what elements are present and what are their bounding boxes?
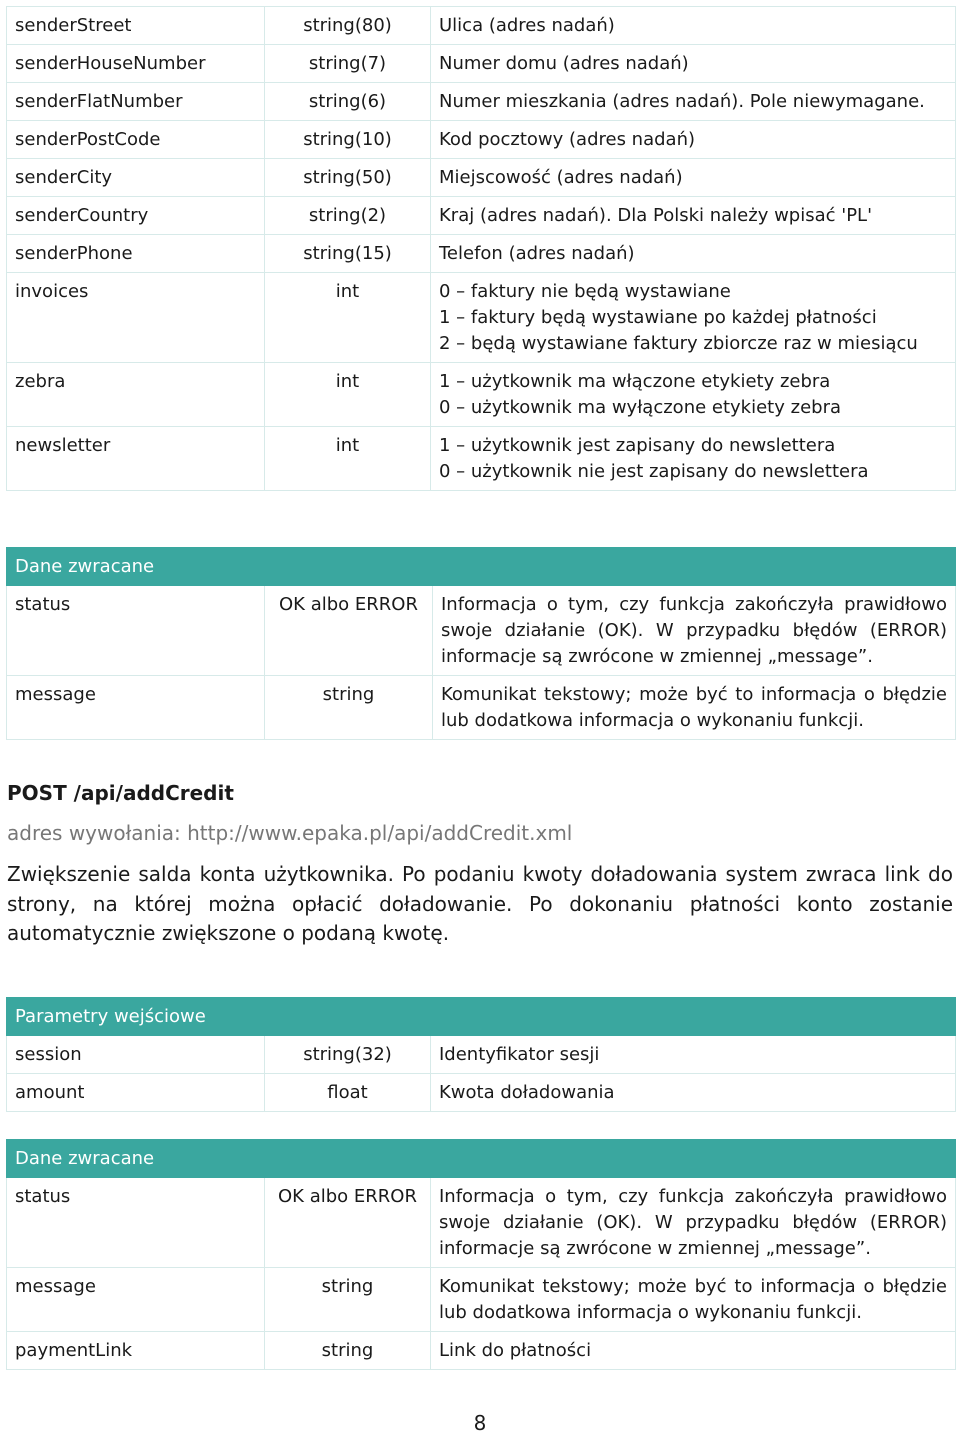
table-row (7, 83, 956, 121)
param-description: Identyfikator sesji (431, 1036, 956, 1074)
table-row (7, 586, 956, 676)
param-type: string(6) (265, 83, 431, 121)
section-description: Zwiększenie salda konta użytkownika. Po podaniu kwoty doładowania system zwraca link do strony, na której można opłacić doładowanie. Po dokonaniu płatności konto zostanie automatycznie zwiększone o podaną kwotę. (7, 862, 953, 945)
param-description (431, 7, 956, 45)
param-name: senderHouseNumber (7, 45, 265, 83)
description-line: Numer domu (adres nadań) (439, 53, 689, 74)
table-header: Parametry wejściowe (7, 998, 956, 1036)
description-line: Numer mieszkania (adres nadań). Pole niewymagane. (439, 91, 925, 112)
param-type: float (265, 1074, 431, 1112)
description-line: 0 – faktury nie będą wystawiane (439, 281, 731, 302)
param-description: Kwota doładowania (431, 1074, 956, 1112)
param-description (431, 83, 956, 121)
table-row (7, 676, 956, 740)
description-line: 1 – użytkownik ma włączone etykiety zebra (439, 371, 831, 392)
table-row (7, 197, 956, 235)
param-type: int (265, 273, 431, 363)
param-name: message (7, 1268, 265, 1332)
description-line: Ulica (adres nadań) (439, 15, 615, 36)
param-type: int (265, 427, 431, 491)
param-name: senderCity (7, 159, 265, 197)
table-header: Dane zwracane (7, 548, 956, 586)
param-type: string(80) (265, 7, 431, 45)
table-row (7, 235, 956, 273)
description-line: 0 – użytkownik nie jest zapisany do newslettera (439, 461, 869, 482)
param-description (431, 235, 956, 273)
sender-params-table (6, 6, 956, 491)
table-row (7, 121, 956, 159)
param-description (431, 427, 956, 491)
table-row (7, 273, 956, 363)
param-description (431, 45, 956, 83)
param-name: senderPostCode (7, 121, 265, 159)
table-row (7, 7, 956, 45)
param-name: senderStreet (7, 7, 265, 45)
description-line: Kraj (adres nadań). Dla Polski należy wpisać 'PL' (439, 205, 873, 226)
param-name: paymentLink (7, 1332, 265, 1370)
table-row (7, 363, 956, 427)
table-row (7, 1332, 956, 1370)
param-type: string (265, 1332, 431, 1370)
description-line: Kod pocztowy (adres nadań) (439, 129, 695, 150)
param-type: string(2) (265, 197, 431, 235)
param-name: status (7, 1178, 265, 1268)
param-description: Komunikat tekstowy; może być to informacja o błędzie lub dodatkowa informacja o wykonaniu funkcji. (433, 676, 956, 740)
param-description: Informacja o tym, czy funkcja zakończyła prawidłowo swoje działanie (OK). W przypadku błędów (ERROR) informacje są zwrócone w zmiennej „message”. (431, 1178, 956, 1268)
param-name: newsletter (7, 427, 265, 491)
param-type: OK albo ERROR (265, 586, 433, 676)
param-name: senderPhone (7, 235, 265, 273)
page-number: 8 (473, 1411, 487, 1435)
param-description (431, 273, 956, 363)
param-type: string(32) (265, 1036, 431, 1074)
param-description: Link do płatności (431, 1332, 956, 1370)
param-type: string(7) (265, 45, 431, 83)
description-line: 1 – użytkownik jest zapisany do newslettera (439, 435, 836, 456)
description-line: 0 – użytkownik ma wyłączone etykiety zebra (439, 397, 841, 418)
table-row (7, 45, 956, 83)
description-line: Miejscowość (adres nadań) (439, 167, 683, 188)
table-row (7, 1268, 956, 1332)
param-name: status (7, 586, 265, 676)
param-type: OK albo ERROR (265, 1178, 431, 1268)
param-name: session (7, 1036, 265, 1074)
description-line: 2 – będą wystawiane faktury zbiorcze raz w miesiącu (439, 333, 918, 354)
param-type: string (265, 1268, 431, 1332)
param-type: string(50) (265, 159, 431, 197)
call-url: adres wywołania: http://www.epaka.pl/api/addCredit.xml (7, 821, 573, 845)
description-line: 1 – faktury będą wystawiane po każdej płatności (439, 307, 877, 328)
param-description: Komunikat tekstowy; może być to informacja o błędzie lub dodatkowa informacja o wykonaniu funkcji. (431, 1268, 956, 1332)
param-name: senderCountry (7, 197, 265, 235)
return-data-table-1 (6, 547, 956, 740)
table-row (7, 1036, 956, 1074)
param-description (431, 121, 956, 159)
description-line: Telefon (adres nadań) (439, 243, 635, 264)
param-description (431, 159, 956, 197)
param-description (431, 197, 956, 235)
param-type: string(15) (265, 235, 431, 273)
param-name: senderFlatNumber (7, 83, 265, 121)
return-data-table-2 (6, 1139, 956, 1370)
param-type: string (265, 676, 433, 740)
table-row (7, 1074, 956, 1112)
param-type: int (265, 363, 431, 427)
param-name: message (7, 676, 265, 740)
param-name: invoices (7, 273, 265, 363)
table-header: Dane zwracane (7, 1140, 956, 1178)
param-description: Informacja o tym, czy funkcja zakończyła prawidłowo swoje działanie (OK). W przypadku błędów (ERROR) informacje są zwrócone w zmiennej „message”. (433, 586, 956, 676)
input-params-table (6, 997, 956, 1112)
param-description (431, 363, 956, 427)
param-name: amount (7, 1074, 265, 1112)
table-row (7, 1178, 956, 1268)
param-type: string(10) (265, 121, 431, 159)
table-row (7, 427, 956, 491)
table-row (7, 159, 956, 197)
section-title: POST /api/addCredit (7, 781, 234, 805)
param-name: zebra (7, 363, 265, 427)
